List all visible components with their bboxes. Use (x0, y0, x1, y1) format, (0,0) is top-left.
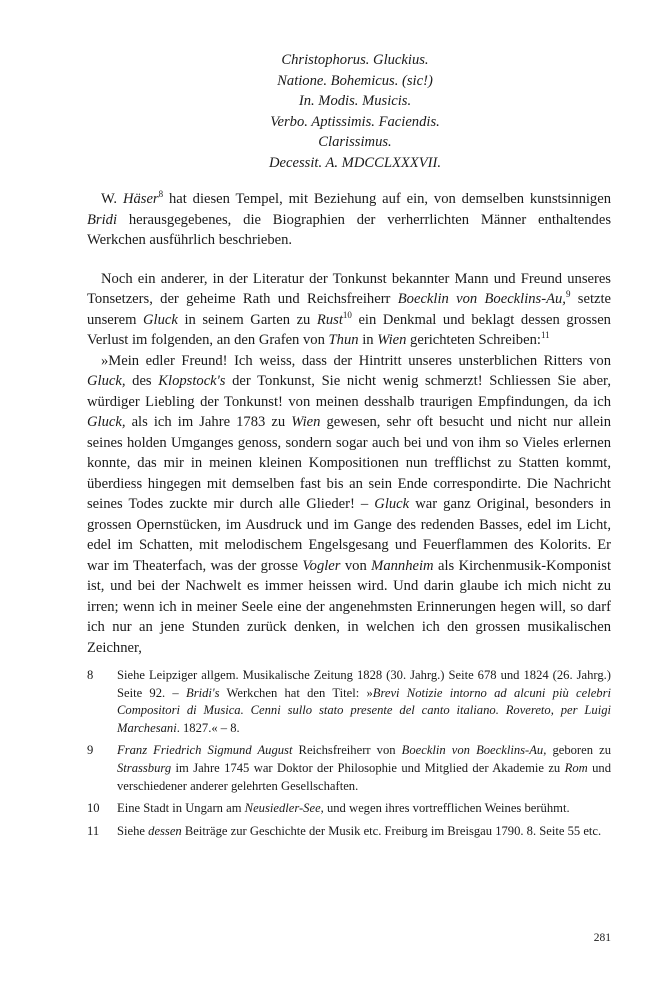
inscription-line: Christophorus. Gluckius. (281, 52, 429, 68)
page-body (87, 50, 611, 845)
footnotes (87, 667, 611, 840)
footnote-text: Franz Friedrich Sigmund August Reichsfreiherr von Boecklin von Boecklins-Au, geboren zu Strassburg im Jahre 1745 war Doktor der Philosophie und Mitglied der Akademie zu Rom und verschiedener anderer gelehrten Gesellschaften. (117, 743, 611, 793)
footnote-11 (87, 823, 611, 841)
footnote-8 (87, 667, 611, 737)
paragraph-letter: »Mein edler Freund! Ich weiss, dass der Hintritt unseres unsterblichen Ritters von Gluck, des Klopstock's der Tonkunst, Sie nicht wenig schmerzt! Schliessen Sie aber, würdiger Liebling der Tonkunst! von meinen desshalb traurigen Empfindungen, da ich Gluck, als ich im Jahre 1783 zu Wien gewesen, sehr oft besucht und nicht nur allein seines holden Umganges genoss, sondern sogar auch bei und von ihm so Vieles erlernen konnte, das mir in meinen kleinen Kompositionen nun trefflichst zu Statten kommt, überdiess hingegen mit demselben fast bis an sein Ende correspondirte. Die Nachricht seines Todes zuckte mir durch alle Glieder! – Gluck war ganz Original, besonders in grossen Opernstücken, im Ausdruck und im Gange des redenden Basses, edel im Licht, edel im Schatten, mit melodischem Engelsgesang und Feuerflammen des Kolorits. Er war im Theaterfach, was der grosse Vogler von Mannheim als Kirchenmusik-Komponist ist, und bei der Nachwelt es immer heissen wird. Und darin glaube ich mich nicht zu irren; wenn ich in meiner Seele eine der angenehmsten Erinnerungen hegen will, so darf ich nur an jene Stunden zurück denken, in welchen ich den grossen musikalischen Zeichner, (87, 352, 611, 656)
footnote-number: 10 (87, 801, 100, 816)
footnote-9 (87, 742, 611, 795)
footnote-ref-10[interactable]: 10 (342, 309, 352, 320)
footnote-number: 9 (87, 743, 94, 758)
latin-inscription (99, 50, 611, 173)
footnote-text: Siehe dessen Beiträge zur Geschichte der Musik etc. Freiburg im Breisgau 1790. 8. Seite 55 etc. (117, 823, 602, 838)
inscription-line: Verbo. Aptissimis. Faciendis. (270, 113, 440, 130)
page-number: 281 (593, 932, 611, 944)
inscription-line: Decessit. A. MDCCLXXXVII. (269, 154, 441, 171)
inscription-line: Clarissimus. (318, 134, 392, 150)
footnote-ref-8[interactable]: 8 (158, 189, 164, 199)
paragraph-boecklin: Noch ein anderer, in der Literatur der Tonkunst bekannter Mann und Freund unseres Tonsetzers, der geheime Rath und Reichsfreiherr Boecklin von Boecklins-Au,$^9$ setzte unserem Gluck in seinem Garten zu Rust$^{10}$ ein Denkmal und beklagt dessen grossen Verlust im folgenden, an den Grafen von Thun in Wien gerichteten Schreiben:$^{11}$ (87, 270, 612, 348)
name-haeser: Häser (122, 191, 159, 207)
inscription-line: In. Modis. Musicis. (298, 93, 412, 109)
footnote-10 (87, 800, 611, 818)
paragraph-haeser: W. Häser$^8$ hat diesen Tempel, mit Beziehung auf ein, von demselben kunstsinnigen Bridi herausgegebenes, die Biographien der verherrlichten Männer enthaltendes Werkchen ausführlich beschrieben. (87, 189, 612, 248)
footnote-text: Eine Stadt in Ungarn am Neusiedler-See, und wegen ihres vortrefflichen Weines berühmt. (117, 801, 570, 816)
footnote-number: 8 (87, 668, 94, 682)
footnote-text: Siehe Leipziger allgem. Musikalische Zeitung 1828 (30. Jahrg.) Seite 678 und 1824 (26. Jahrg.) Seite 92. – Bridi's Werkchen hat den Titel: »Brevi Notizie intorno ad alcuni più celebri Compositori di Musica. Cenni sullo stato presente del canto italiano. Rovereto, per Luigi Marchesani. 1827.« – 8. (117, 668, 611, 735)
footnote-number: 11 (87, 823, 100, 838)
footnote-ref-9[interactable]: 9 (565, 289, 571, 299)
inscription-line: Natione. Bohemicus. (sic!) (277, 72, 433, 89)
footnote-ref-11[interactable]: 11 (540, 330, 550, 340)
